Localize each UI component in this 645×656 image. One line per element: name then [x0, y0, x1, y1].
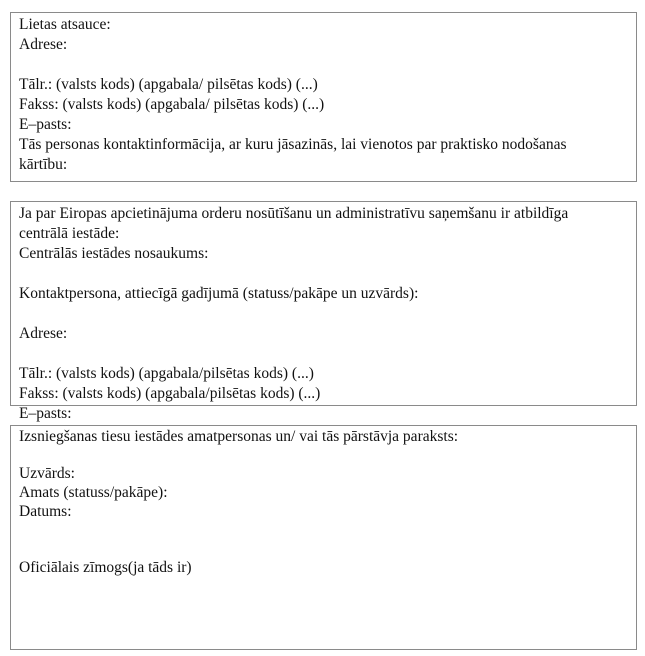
phone-label: Tālr.: (valsts kods) (apgabala/pilsētas kods) (...) — [19, 365, 314, 382]
blank-line — [19, 447, 636, 466]
blank-line — [19, 264, 636, 284]
phone-label: Tālr.: (valsts kods) (apgabala/ pilsētas kods) (...) — [19, 76, 318, 93]
official-stamp-label: Oficiālais zīmogs(ja tāds ir) — [19, 558, 192, 576]
signature-label: Izsniegšanas tiesu iestādes amatpersonas un/ vai tās pārstāvja paraksts: — [19, 428, 459, 445]
email-label: E–pasts: — [19, 405, 72, 422]
central-authority-name-label: Centrālās iestādes nosaukums: — [19, 245, 209, 262]
blank-line — [19, 55, 636, 75]
central-authority-intro: Ja par Eiropas apcietinājuma orderu nosūtīšanu un administratīvu saņemšanu ir atbildīga — [19, 205, 569, 222]
address-label: Adrese: — [19, 325, 68, 342]
address-label: Adrese: — [19, 36, 68, 53]
signature-box — [10, 425, 637, 650]
fax-label: Fakss: (valsts kods) (apgabala/ pilsētas kods) (...) — [19, 96, 325, 113]
issuing-authority-contact-box — [10, 12, 637, 182]
contact-person-label-cont: kārtību: — [19, 156, 68, 173]
central-authority-box — [10, 201, 637, 422]
central-authority-intro-cont: centrālā iestāde: — [19, 225, 120, 242]
surname-label: Uzvārds: — [19, 465, 75, 483]
case-reference-label: Lietas atsauce: — [19, 16, 111, 33]
blank-line — [19, 304, 636, 324]
blank-line — [19, 344, 636, 364]
contact-person-label: Kontaktpersona, attiecīgā gadījumā (statuss/pakāpe un uzvārds): — [19, 285, 419, 302]
contact-person-label: Tās personas kontaktinformācija, ar kuru jāsazinās, lai vienotos par praktisko nodošanas — [19, 136, 567, 153]
blank-line — [19, 540, 636, 559]
email-label: E–pasts: — [19, 116, 72, 133]
fax-label: Fakss: (valsts kods) (apgabala/pilsētas kods) (...) — [19, 385, 321, 402]
date-label: Datums: — [19, 502, 72, 520]
blank-line — [19, 521, 636, 540]
position-label: Amats (statuss/pakāpe): — [19, 484, 168, 502]
